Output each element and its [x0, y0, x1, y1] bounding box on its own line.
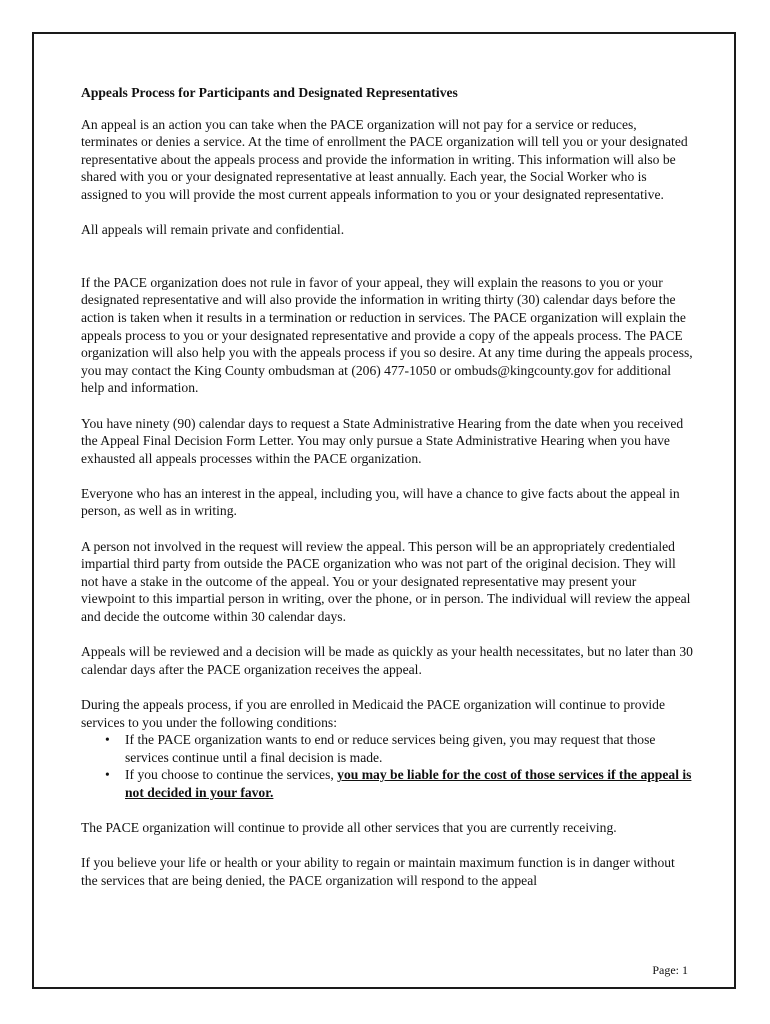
paragraph-urgent-appeal: If you believe your life or health or your ability to regain or maintain maximum function is in danger without the services that are being denied, the PACE organization will respond to the appeal [81, 855, 675, 888]
paragraph-state-hearing: You have ninety (90) calendar days to request a State Administrative Hearing from the date when you received the Appeal Final Decision Form Letter. You may only pursue a State Administrative Hearing when you have exhausted all appeals processes within the PACE organization. [81, 415, 684, 466]
paragraph-ruling-explanation: If the PACE organization does not rule in favor of your appeal, they will explain the reasons to you or your designated representative and will also provide the information in writing thirty (30) calendar days before the action is taken when it results in a termination or reduction in services. The PACE organization will explain the appeals process to you or your designated representative and provide a copy of the appeals process. The PACE organization will also help you with the appeals process if you so desire. At any time during the appeals process, you may contact the King County ombudsman at (206) 477-1050 or ombuds@kingcounty.gov for additional help and information. [81, 274, 693, 396]
paragraph-medicaid-conditions: During the appeals process, if you are enrolled in Medicaid the PACE organization will continue to provide services to you under the following conditions: [81, 697, 666, 730]
bullet-icon: • [105, 732, 110, 748]
paragraph-other-services: The PACE organization will continue to provide all other services that you are currently receiving. [81, 820, 617, 836]
conditions-list [81, 731, 693, 801]
paragraph-appeal-definition: An appeal is an action you can take when the PACE organization will not pay for a service or reduces, terminates or denies a service. At the time of enrollment the PACE organization will tell you or your designated representative about the appeals process and provide the information in writing. This information will also be shared with you or your designated representative at least annually. Each year, the Social Worker who is assigned to you will provide the most current appeals information to you or your designated representative. [81, 116, 688, 202]
liability-warning: you may be liable for the cost of those services if the appeal is not decided in your favor. [125, 767, 692, 800]
paragraph-impartial-review: A person not involved in the request will review the appeal. This person will be an appropriately credentialed impartial third party from outside the PACE organization who was not part of the original decision. They will not have a stake in the outcome of the appeal. You or your designated representative may present your viewpoint to this impartial person in writing, over the phone, or in person. The individual will review the appeal and decide the outcome within 30 calendar days. [81, 538, 691, 625]
list-item [105, 766, 693, 801]
paragraph-confidentiality: All appeals will remain private and confidential. [81, 222, 345, 238]
document-heading: Appeals Process for Participants and Designated Representatives [81, 85, 458, 100]
page-number: Page: 1 [652, 963, 688, 977]
list-item-text: If you choose to continue the services, [125, 767, 338, 783]
list-item-text: If the PACE organization wants to end or reduce services being given, you may request that those services continue until a final decision is made. [125, 732, 656, 765]
paragraph-give-facts: Everyone who has an interest in the appeal, including you, will have a chance to give facts about the appeal in person, as well as in writing. [81, 485, 680, 519]
bullet-icon: • [105, 767, 110, 783]
list-item [105, 731, 693, 766]
document-body [81, 84, 693, 890]
paragraph-review-timeline: Appeals will be reviewed and a decision will be made as quickly as your health necessitates, but no later than 30 calendar days after the PACE organization receives the appeal. [81, 644, 693, 677]
